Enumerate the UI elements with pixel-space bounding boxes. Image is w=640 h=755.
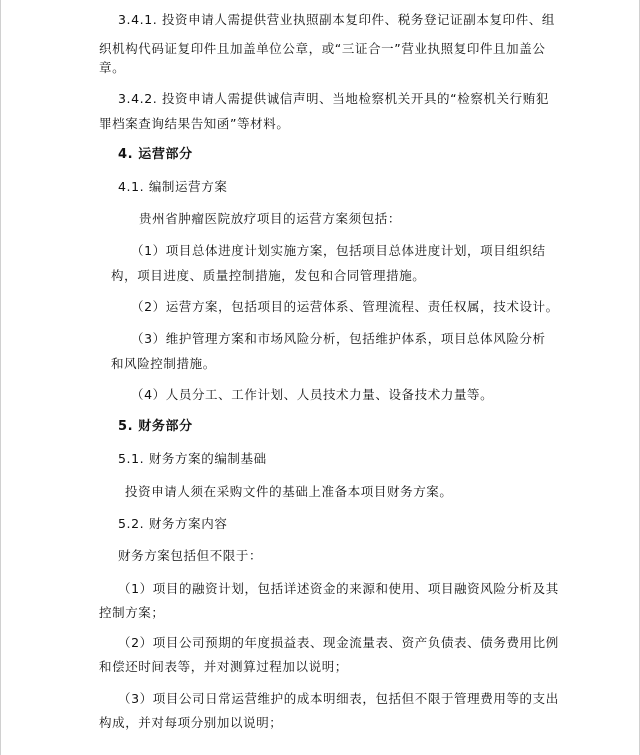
- text-line: 和偿还时间表等，并对测算过程加以说明；: [99, 659, 348, 674]
- text-line: （1）项目总体进度计划实施方案，包括项目总体进度计划，项目组织结: [131, 243, 546, 258]
- text-line: （1）项目的融资计划，包括详述资金的来源和使用、项目融资风险分析及其: [118, 581, 559, 596]
- section-heading: 4. 运营部分: [118, 147, 193, 162]
- section-heading: 5. 财务部分: [118, 419, 193, 434]
- text-line: 财务方案包括但不限于：: [118, 548, 263, 563]
- text-line: 贵州省肿瘤医院放疗项目的运营方案须包括：: [139, 211, 402, 226]
- text-line: （2）项目公司预期的年度损益表、现金流量表、资产负债表、债务费用比例: [118, 635, 559, 650]
- subsection-heading: 4.1. 编制运营方案: [118, 179, 228, 194]
- text-line: （3）维护管理方案和市场风险分析，包括维护体系，项目总体风险分析: [131, 331, 546, 346]
- text-line: （2）运营方案，包括项目的运营体系、管理流程、责任权属，技术设计。: [131, 299, 559, 314]
- text-line: 和风险控制措施。: [111, 356, 216, 371]
- text-line: 构成，并对每项分别加以说明；: [99, 715, 283, 730]
- text-line: 3.4.1. 投资申请人需提供营业执照副本复印件、税务登记证副本复印件、组: [118, 12, 555, 27]
- text-line: 投资申请人须在采购文件的基础上准备本项目财务方案。: [125, 484, 453, 499]
- text-line: 章。: [99, 60, 126, 75]
- text-line: 构，项目进度、质量控制措施，发包和合同管理措施。: [111, 268, 426, 283]
- text-line: 罪档案查询结果告知函”等材料。: [99, 116, 290, 131]
- text-line: 3.4.2. 投资申请人需提供诚信声明、当地检察机关开具的“检察机关行贿犯: [118, 91, 549, 106]
- subsection-heading: 5.1. 财务方案的编制基础: [118, 451, 267, 466]
- subsection-heading: 5.2. 财务方案内容: [118, 516, 228, 531]
- text-line: （4）人员分工、工作计划、人员技术力量、设备技术力量等。: [131, 387, 494, 402]
- text-line: 织机构代码证复印件且加盖单位公章，或“三证合一”营业执照复印件且加盖公: [99, 41, 546, 56]
- text-line: （3）项目公司日常运营维护的成本明细表，包括但不限于管理费用等的支出: [118, 691, 559, 706]
- text-line: 控制方案；: [99, 605, 165, 620]
